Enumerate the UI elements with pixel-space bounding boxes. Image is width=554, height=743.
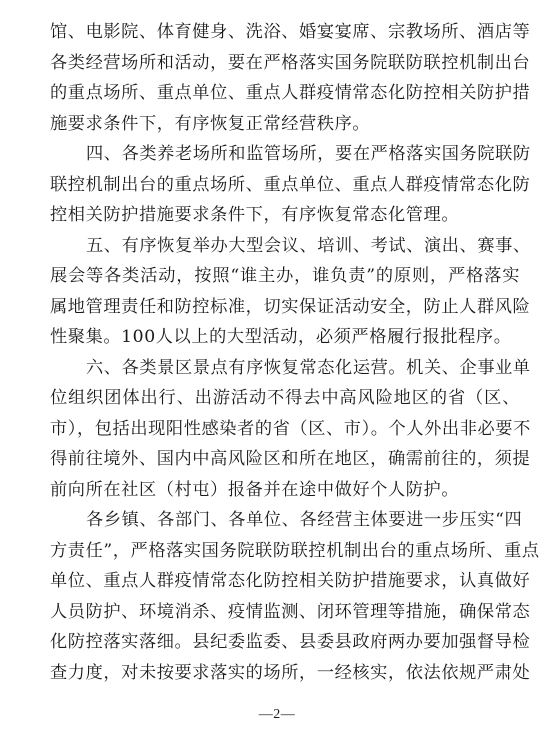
body-text-line: 展会等各类活动，按照“谁主办，谁负责”的原则，严格落实 bbox=[50, 266, 520, 286]
body-text-line: 属地管理责任和防控标准，切实保证活动安全，防止人群风险 bbox=[50, 296, 531, 317]
body-text-line: 人员防护、环境消杀、疫情监测、闭环管理等措施，确保常态 bbox=[50, 601, 531, 622]
page-number: —2— bbox=[258, 707, 296, 722]
body-text-line: 化防控落实落细。县纪委监委、县委县政府两办要加强督导检 bbox=[50, 632, 531, 652]
body-text-line: 的重点场所、重点单位、重点人群疫情常态化防控相关防护措 bbox=[50, 83, 531, 103]
paragraph-first-line: 四、各类养老场所和监管场所，要在严格落实国务院联防 bbox=[86, 144, 531, 164]
body-text-line: 前向所在社区（村屯）报备并在途中做好个人防护。 bbox=[50, 479, 460, 500]
body-text-line: 单位、重点人群疫情常态化防控相关防护措施要求，认真做好 bbox=[50, 571, 531, 591]
body-text-line: 性聚集。100人以上的大型活动，必须严格履行报批程序。 bbox=[50, 327, 512, 347]
body-text-line: 馆、电影院、体育健身、洗浴、婚宴宴席、宗教场所、酒店等 bbox=[50, 22, 531, 42]
body-text-line: 联控机制出台的重点场所、重点单位、重点人群疫情常态化防 bbox=[50, 174, 531, 195]
body-text-line: 方责任”，严格落实国务院联防联控机制出台的重点场所、重点 bbox=[50, 540, 540, 561]
paragraph-first-line: 各乡镇、各部门、各单位、各经营主体要进一步压实“四 bbox=[86, 510, 523, 530]
body-text-line: 控相关防护措施要求条件下，有序恢复常态化管理。 bbox=[50, 205, 460, 225]
body-text-line: 查力度，对未按要求落实的场所，一经核实，依法依规严肃处 bbox=[50, 662, 531, 683]
body-text-line: 得前往境外、国内中高风险区和所在地区，确需前往的，须提 bbox=[50, 449, 531, 469]
body-text-line: 各类经营场所和活动，要在严格落实国务院联防联控机制出台 bbox=[50, 52, 531, 73]
body-text-line: 位组织团体出行、出游活动不得去中高风险地区的省（区、 bbox=[50, 388, 520, 408]
paragraph-first-line: 五、有序恢复举办大型会议、培训、考试、演出、赛事、 bbox=[86, 235, 531, 256]
body-text-line: 市），包括出现阳性感染者的省（区、市）。个人外出非必要不 bbox=[50, 418, 531, 439]
body-text-line: 施要求条件下，有序恢复正常经营秩序。 bbox=[50, 113, 371, 134]
paragraph-first-line: 六、各类景区景点有序恢复常态化运营。机关、企事业单 bbox=[86, 357, 531, 378]
